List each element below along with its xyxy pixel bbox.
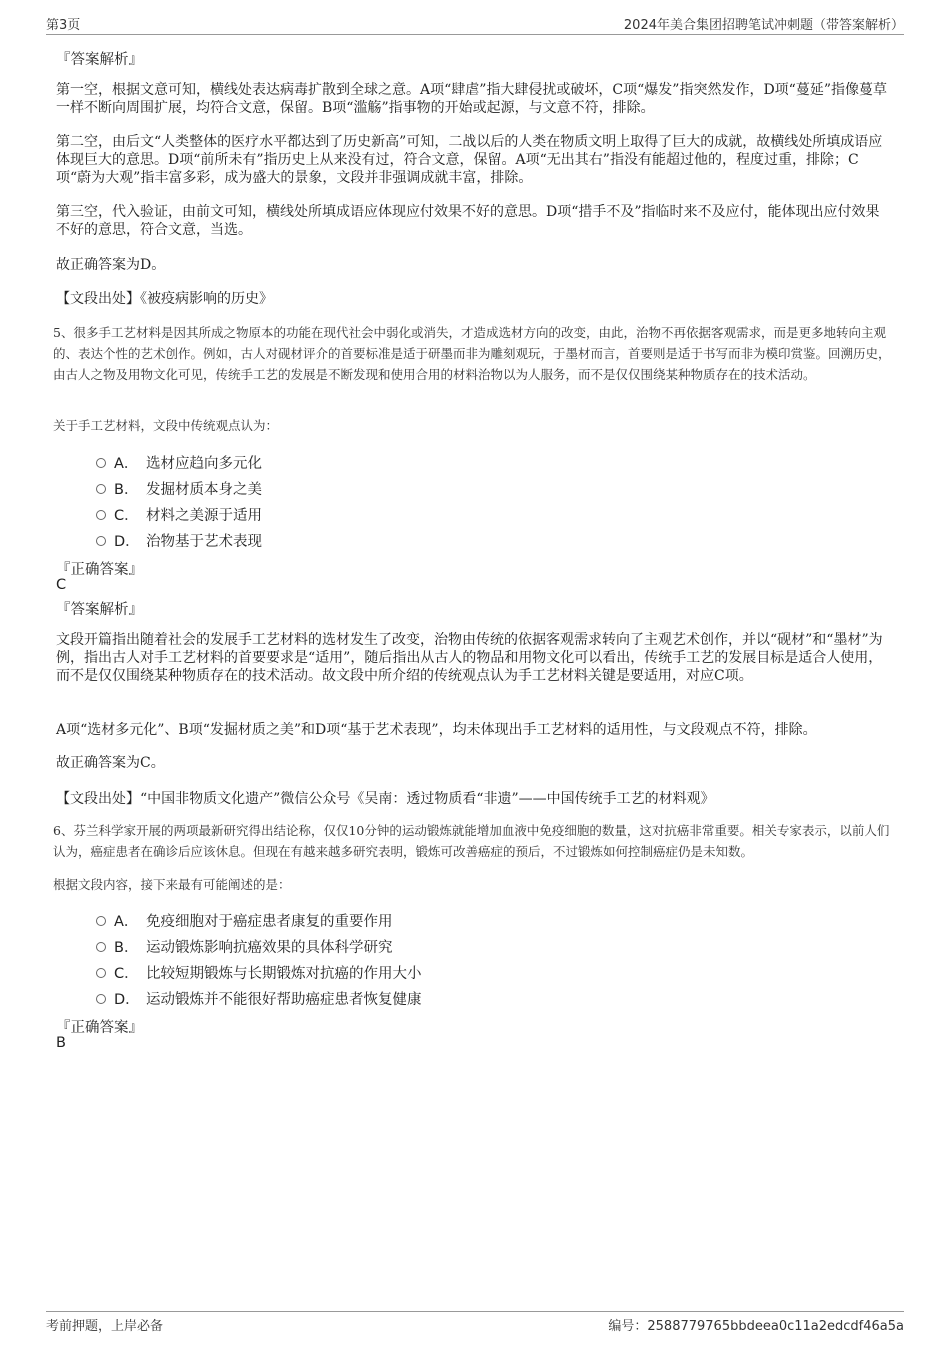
option-text: 运动锻炼影响抗癌效果的具体科学研究	[146, 940, 393, 956]
radio-button[interactable]	[96, 458, 106, 468]
radio-button[interactable]	[96, 484, 106, 494]
document-title: 2024年美合集团招聘笔试冲刺题（带答案解析）	[623, 18, 904, 33]
option-letter: C．	[114, 508, 139, 524]
answer-label: 『正确答案』	[56, 1020, 143, 1036]
radio-button[interactable]	[96, 916, 106, 926]
option-letter: A．	[114, 914, 139, 930]
footer-slogan: 考前押题，上岸必备	[46, 1319, 164, 1334]
option-letter: C．	[114, 966, 139, 982]
correct-answer: B	[56, 1035, 66, 1051]
option-text: 选材应趋向多元化	[146, 456, 262, 472]
question-stem: 6、芬兰科学家开展的两项最新研究得出结论称，仅仅10分钟的运动锻炼就能增加血液中免疫细胞的数量，这对抗癌非常重要。相关专家表示，以前人们认为，癌症患者在确诊后应该休息。但现在有越来越多研究表明，锻炼可改善癌症的预后，不过锻炼如何控制癌症仍是未知数。	[53, 823, 890, 859]
radio-button[interactable]	[96, 510, 106, 520]
option-letter: A．	[114, 456, 139, 472]
option-letter: D．	[114, 534, 140, 550]
source-citation: 【文段出处】《被疫病影响的历史》	[56, 291, 273, 307]
analysis-paragraph: 第三空，代入验证，由前文可知，横线处所填成语应体现应付效果不好的意思。D项“措手不及”指临时来不及应付，能体现出应付效果不好的意思，符合文意，当选。	[56, 204, 880, 238]
radio-button[interactable]	[96, 942, 106, 952]
option-letter: D．	[114, 992, 140, 1008]
answer-label: 『正确答案』	[56, 562, 143, 578]
radio-button[interactable]	[96, 994, 106, 1004]
conclusion: 故正确答案为D。	[56, 257, 166, 273]
option-text: 治物基于艺术表现	[146, 534, 262, 550]
document-id: 编号：2588779765bbdeea0c11a2edcdf46a5a	[608, 1319, 904, 1334]
analysis-paragraph: 第一空，根据文意可知，横线处表达病毒扩散到全球之意。A项“肆虐”指大肆侵扰或破坏，C项“爆发”指突然发作，D项“蔓延”指像蔓草一样不断向周围扩展，均符合文意，保留。B项“滥觞”指事物的开始或起源，与文意不符，排除。	[56, 82, 887, 116]
radio-button[interactable]	[96, 968, 106, 978]
analysis-label: 『答案解析』	[56, 602, 143, 618]
analysis-paragraph: 文段开篇指出随着社会的发展手工艺材料的选材发生了改变，治物由传统的依据客观需求转向了主观艺术创作，并以“砚材”和“墨材”为例，指出古人对手工艺材料的首要要求是“适用”，随后指出从古人的物品和用物文化可以看出，传统手工艺的发展目标是适合人使用，而不是仅仅围绕某种物质存在的技术活动。故文段中所介绍的传统观点认为手工艺材料关键是要适用，对应C项。	[56, 632, 883, 684]
option-text: 材料之美源于适用	[146, 508, 262, 524]
conclusion: 故正确答案为C。	[56, 755, 165, 771]
option-letter: B．	[114, 940, 139, 956]
option-text: 比较短期锻炼与长期锻炼对抗癌的作用大小	[146, 966, 422, 982]
option-text: 运动锻炼并不能很好帮助癌症患者恢复健康	[146, 992, 422, 1008]
analysis-paragraph: A项“选材多元化”、B项“发掘材质之美”和D项“基于艺术表现”，均未体现出手工艺材料的适用性，与文段观点不符，排除。	[56, 722, 817, 738]
option-text: 免疫细胞对于癌症患者康复的重要作用	[146, 914, 393, 930]
source-citation: 【文段出处】“中国非物质文化遗产”微信公众号《吴南：透过物质看“非遗”——中国传统手工艺的材料观》	[56, 791, 715, 807]
page-number: 第3页	[46, 18, 81, 33]
question-prompt: 根据文段内容，接下来最有可能阐述的是：	[53, 877, 291, 892]
option-letter: B．	[114, 482, 139, 498]
correct-answer: C	[56, 577, 67, 593]
radio-button[interactable]	[96, 536, 106, 546]
page-header	[46, 14, 904, 35]
page-footer	[46, 1311, 904, 1334]
question-stem: 5、很多手工艺材料是因其所成之物原本的功能在现代社会中弱化或消失，才造成选材方向的改变，由此，治物不再依据客观需求，而是更多地转向主观的、表达个性的艺术创作。例如，古人对砚材评介的首要标准是适于研墨而非为雕刻观玩，于墨材而言，首要则是适于书写而非为模印赏鉴。回溯历史，由古人之物及用物文化可见，传统手工艺的发展是不断发现和使用合用的材料治物以为人服务，而不是仅仅围绕某种物质存在的技术活动。	[53, 325, 891, 382]
analysis-paragraph: 第二空，由后文“人类整体的医疗水平都达到了历史新高”可知，二战以后的人类在物质文明上取得了巨大的成就，故横线处所填成语应体现巨大的意思。D项“前所未有”指历史上从来没有过，符合文意，保留。A项“无出其右”指没有能超过他的，程度过重，排除；C项“蔚为大观”指丰富多彩，成为盛大的景象，文段并非强调成就丰富，排除。	[56, 134, 883, 186]
analysis-label: 『答案解析』	[56, 52, 143, 68]
option-text: 发掘材质本身之美	[146, 482, 262, 498]
question-prompt: 关于手工艺材料，文段中传统观点认为：	[53, 418, 279, 433]
